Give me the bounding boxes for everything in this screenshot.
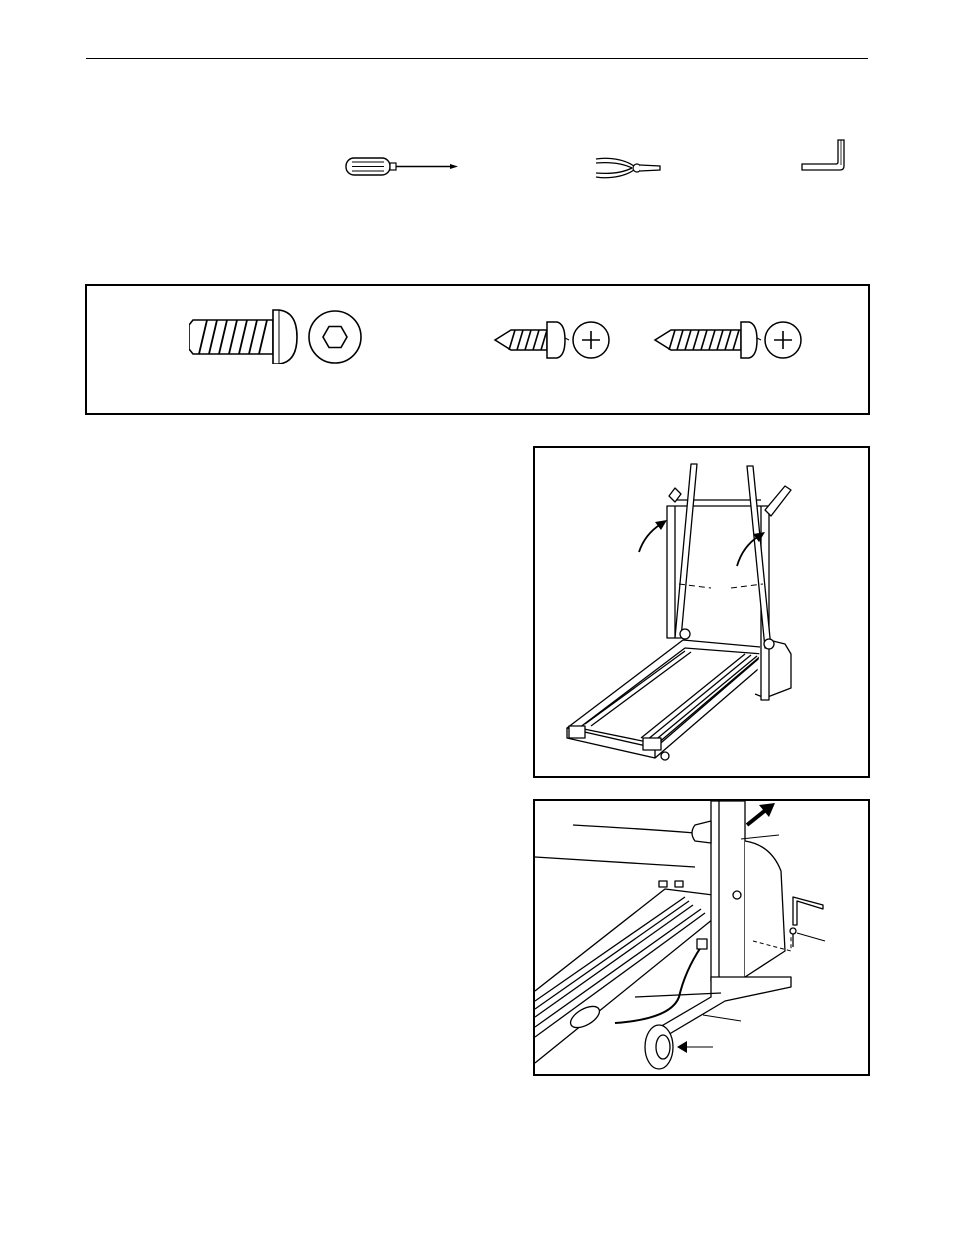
hex-bolt-icon [189,304,369,364]
header-rule [86,58,868,59]
phillips-screw-icon [653,316,803,362]
pliers-icon [594,153,664,183]
screwdriver-icon [344,152,462,182]
allen-wrench-icon [798,136,852,176]
base-detail-figure [533,799,870,1076]
upright-assembly-figure [533,446,870,778]
hardware-identification-box [85,284,870,415]
phillips-screw-icon [493,316,611,362]
